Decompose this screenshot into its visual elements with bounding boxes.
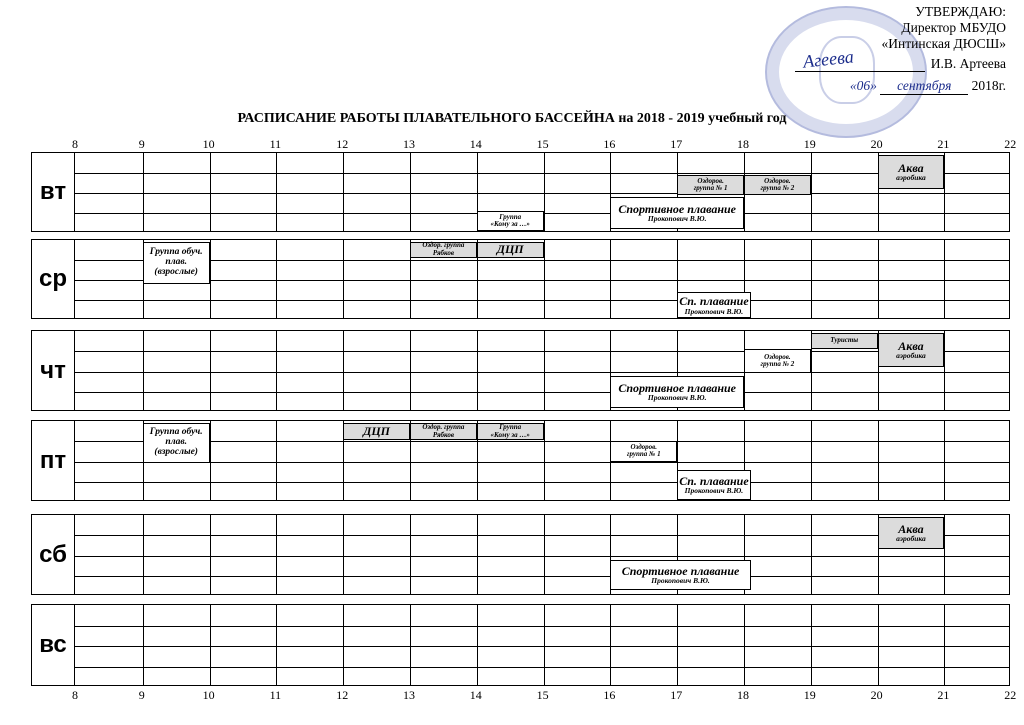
grid-line [544,515,545,594]
day-block [31,330,1010,411]
hour-tick-label: 20 [870,137,883,151]
grid-line [74,351,1009,352]
grid-line [143,153,144,231]
grid-line [74,392,1009,393]
event-text-line: Спортивное плавание [618,380,737,395]
grid-line [677,605,678,685]
grid-line [410,153,411,231]
grid-line [210,240,211,318]
hour-tick-label: 22 [1004,688,1017,702]
grid-line [74,441,1009,442]
grid-line [74,535,1009,536]
hour-scale-top [0,137,1024,151]
event-text-line: Аква [898,338,924,353]
hour-tick-label: 9 [138,137,145,151]
hour-tick-label: 21 [937,137,950,151]
hour-tick-label: 15 [536,688,549,702]
hour-tick-label: 18 [737,137,749,151]
grid-line [74,331,75,410]
grid-line [410,331,411,410]
event-text-line: группа № 1 [626,450,661,459]
event-text-line: Оздоров. [630,443,658,452]
hour-scale-bottom [0,688,1024,702]
grid-line [74,193,1009,194]
approval-date-year: 2018г. [971,78,1006,93]
hour-tick-label: 10 [202,137,215,151]
day-block [31,604,1010,686]
schedule-event [343,423,410,441]
event-text-line: Аква [898,521,924,536]
event-text-line: Прокопович В.Ю. [651,576,710,586]
grid-line [143,331,144,410]
hour-tick-label: 18 [737,688,749,702]
grid-line [944,421,945,500]
grid-line [276,515,277,594]
hour-tick-label: 10 [202,688,215,702]
grid-line [74,280,1009,281]
grid-line [343,515,344,594]
hour-tick-label: 11 [269,688,282,702]
event-text-line: плав. [165,256,187,267]
grid-line [410,515,411,594]
grid-line [343,605,344,685]
schedule-event [143,242,210,284]
event-text-line: Оздоров. [764,176,791,185]
hour-tick-label: 16 [603,137,616,151]
event-text-line: группа № 1 [693,183,728,192]
hour-tick-label: 20 [870,688,883,702]
schedule-event [477,423,544,441]
schedule-event [878,155,945,189]
event-text-line: Спортивное плавание [618,201,737,216]
event-text-line: Прокопович В.Ю. [647,214,707,224]
event-text-line: Группа [499,423,522,432]
event-text-line: Аква [898,160,924,175]
grid-line [276,421,277,500]
schedule-event [610,560,750,591]
grid-line [276,331,277,410]
grid-line [74,260,1009,261]
grid-line [544,240,545,318]
hour-tick-label: 19 [803,688,816,702]
grid-line [143,605,144,685]
hour-tick-label: 11 [269,137,282,151]
hour-tick-label: 9 [138,688,145,702]
grid-line [210,421,211,500]
grid-line [210,515,211,594]
grid-line [477,331,478,410]
day-label: вт [39,178,67,205]
grid-line [74,515,75,594]
grid-line [74,646,1009,647]
hour-tick-label: 13 [403,137,415,151]
event-text-line: ДЦП [496,242,524,257]
grid-line [544,421,545,500]
hour-tick-label: 14 [469,688,482,702]
day-label: чт [40,356,66,384]
grid-line [477,515,478,594]
grid-line [610,240,611,318]
approval-heading: УТВЕРЖДАЮ: [915,4,1006,19]
grid-line [276,153,277,231]
hour-tick-label: 22 [1004,137,1017,151]
schedule-event [477,242,544,258]
schedule-event [677,470,750,501]
day-label: вс [39,631,67,658]
grid-line [210,153,211,231]
event-text-line: (взрослые) [154,266,198,277]
hour-tick-label: 13 [403,688,415,702]
grid-line [878,421,879,500]
event-text-line: ДЦП [363,424,391,439]
grid-line [744,605,745,685]
grid-line [74,667,1009,668]
grid-line [276,605,277,685]
grid-line [343,331,344,410]
event-text-line: Группа обуч. [149,426,203,437]
event-text-line: Оздор. группа [422,241,465,250]
grid-line [74,421,75,500]
schedule-event [878,517,945,549]
hour-tick-label: 17 [670,137,683,151]
grid-line [811,421,812,500]
approval-org: «Интинская ДЮСШ» [881,36,1006,51]
day-block [31,239,1010,319]
schedule-event [744,175,811,194]
day-label: сб [39,540,67,568]
event-text-line: Туристы [830,336,859,345]
hour-tick-label: 19 [803,137,816,151]
grid-line [343,153,344,231]
event-text-line: Рябков [432,430,454,439]
event-text-line: Спортивное плавание [621,563,740,578]
event-text-line: Группа [499,213,522,222]
schedule-event [610,441,677,461]
approval-block [795,4,1006,95]
schedule-event [744,349,811,373]
hour-tick-label: 16 [603,688,616,702]
grid-line [74,372,1009,373]
hour-tick-label: 8 [72,688,78,702]
grid-line [610,605,611,685]
schedule-event [410,423,477,441]
grid-line [544,605,545,685]
grid-line [811,515,812,594]
day-block [31,514,1010,595]
approval-director: Директор МБУДО [901,20,1006,35]
event-text-line: аэробика [896,351,926,361]
grid-line [210,605,211,685]
grid-line [74,462,1009,463]
grid-line [944,331,945,410]
grid-line [944,153,945,231]
event-text-line: (взрослые) [154,446,198,457]
grid-line [74,556,1009,557]
event-text-line: Оздоров. [697,176,724,185]
grid-line [477,605,478,685]
grid-line [811,240,812,318]
grid-line [74,153,75,231]
grid-line [143,515,144,594]
schedule-event [477,211,544,231]
approval-date-day: «06» [849,78,877,93]
approval-date-month: сентября [880,78,968,95]
signature-line [795,46,925,72]
hour-tick-label: 12 [336,688,349,702]
event-text-line: Прокопович В.Ю. [684,486,744,496]
schedule-event [610,197,744,229]
grid-line [74,482,1009,483]
grid-line [74,300,1009,301]
event-text-line: Сп. плавание [679,473,749,488]
hour-tick-label: 21 [937,688,950,702]
grid-line [878,240,879,318]
grid-line [544,153,545,231]
grid-line [944,515,945,594]
grid-line [74,605,75,685]
event-text-line: группа № 2 [760,183,795,192]
grid-line [343,240,344,318]
schedule-event [677,175,744,194]
schedule-event [143,423,210,464]
hour-tick-label: 15 [536,137,549,151]
event-text-line: «Кому за …» [490,430,530,439]
grid-line [74,240,75,318]
event-text-line: Оздоров. [764,352,791,361]
day-label: пт [39,446,67,474]
hour-tick-label: 12 [336,137,349,151]
grid-line [944,605,945,685]
grid-line [210,331,211,410]
event-text-line: аэробика [896,173,926,183]
event-text-line: аэробика [896,534,926,544]
page-title: РАСПИСАНИЕ РАБОТЫ ПЛАВАТЕЛЬНОГО БАССЕЙНА на 2018 - 2019 учебный год [237,111,787,126]
hour-tick-label: 14 [469,137,482,151]
hour-tick-label: 8 [72,137,78,151]
schedule-event [677,292,750,318]
grid-line [811,153,812,231]
event-text-line: группа № 2 [760,359,795,368]
approval-name: И.В. Артеева [930,56,1006,71]
grid-line [878,605,879,685]
grid-line [276,240,277,318]
event-text-line: плав. [165,436,187,447]
grid-line [74,173,1009,174]
event-text-line: Сп. плавание [679,293,749,308]
schedule-event [410,242,477,258]
event-text-line: Рябков [432,248,454,257]
schedule-event [878,333,945,368]
event-text-line: Оздор. группа [422,423,465,432]
event-text-line: «Кому за …» [490,220,530,229]
grid-line [544,331,545,410]
event-text-line: Прокопович В.Ю. [647,393,707,403]
grid-line [811,605,812,685]
hour-tick-label: 17 [670,688,683,702]
event-text-line: Прокопович В.Ю. [684,306,744,316]
schedule-event [610,376,744,408]
grid-line [944,240,945,318]
grid-line [74,626,1009,627]
day-block [31,420,1010,501]
day-block [31,152,1010,232]
signature: Агеева [801,46,855,72]
schedule-event [811,333,878,349]
event-text-line: Группа обуч. [149,246,203,257]
grid-line [74,576,1009,577]
day-label: ср [38,265,67,292]
grid-line [410,605,411,685]
